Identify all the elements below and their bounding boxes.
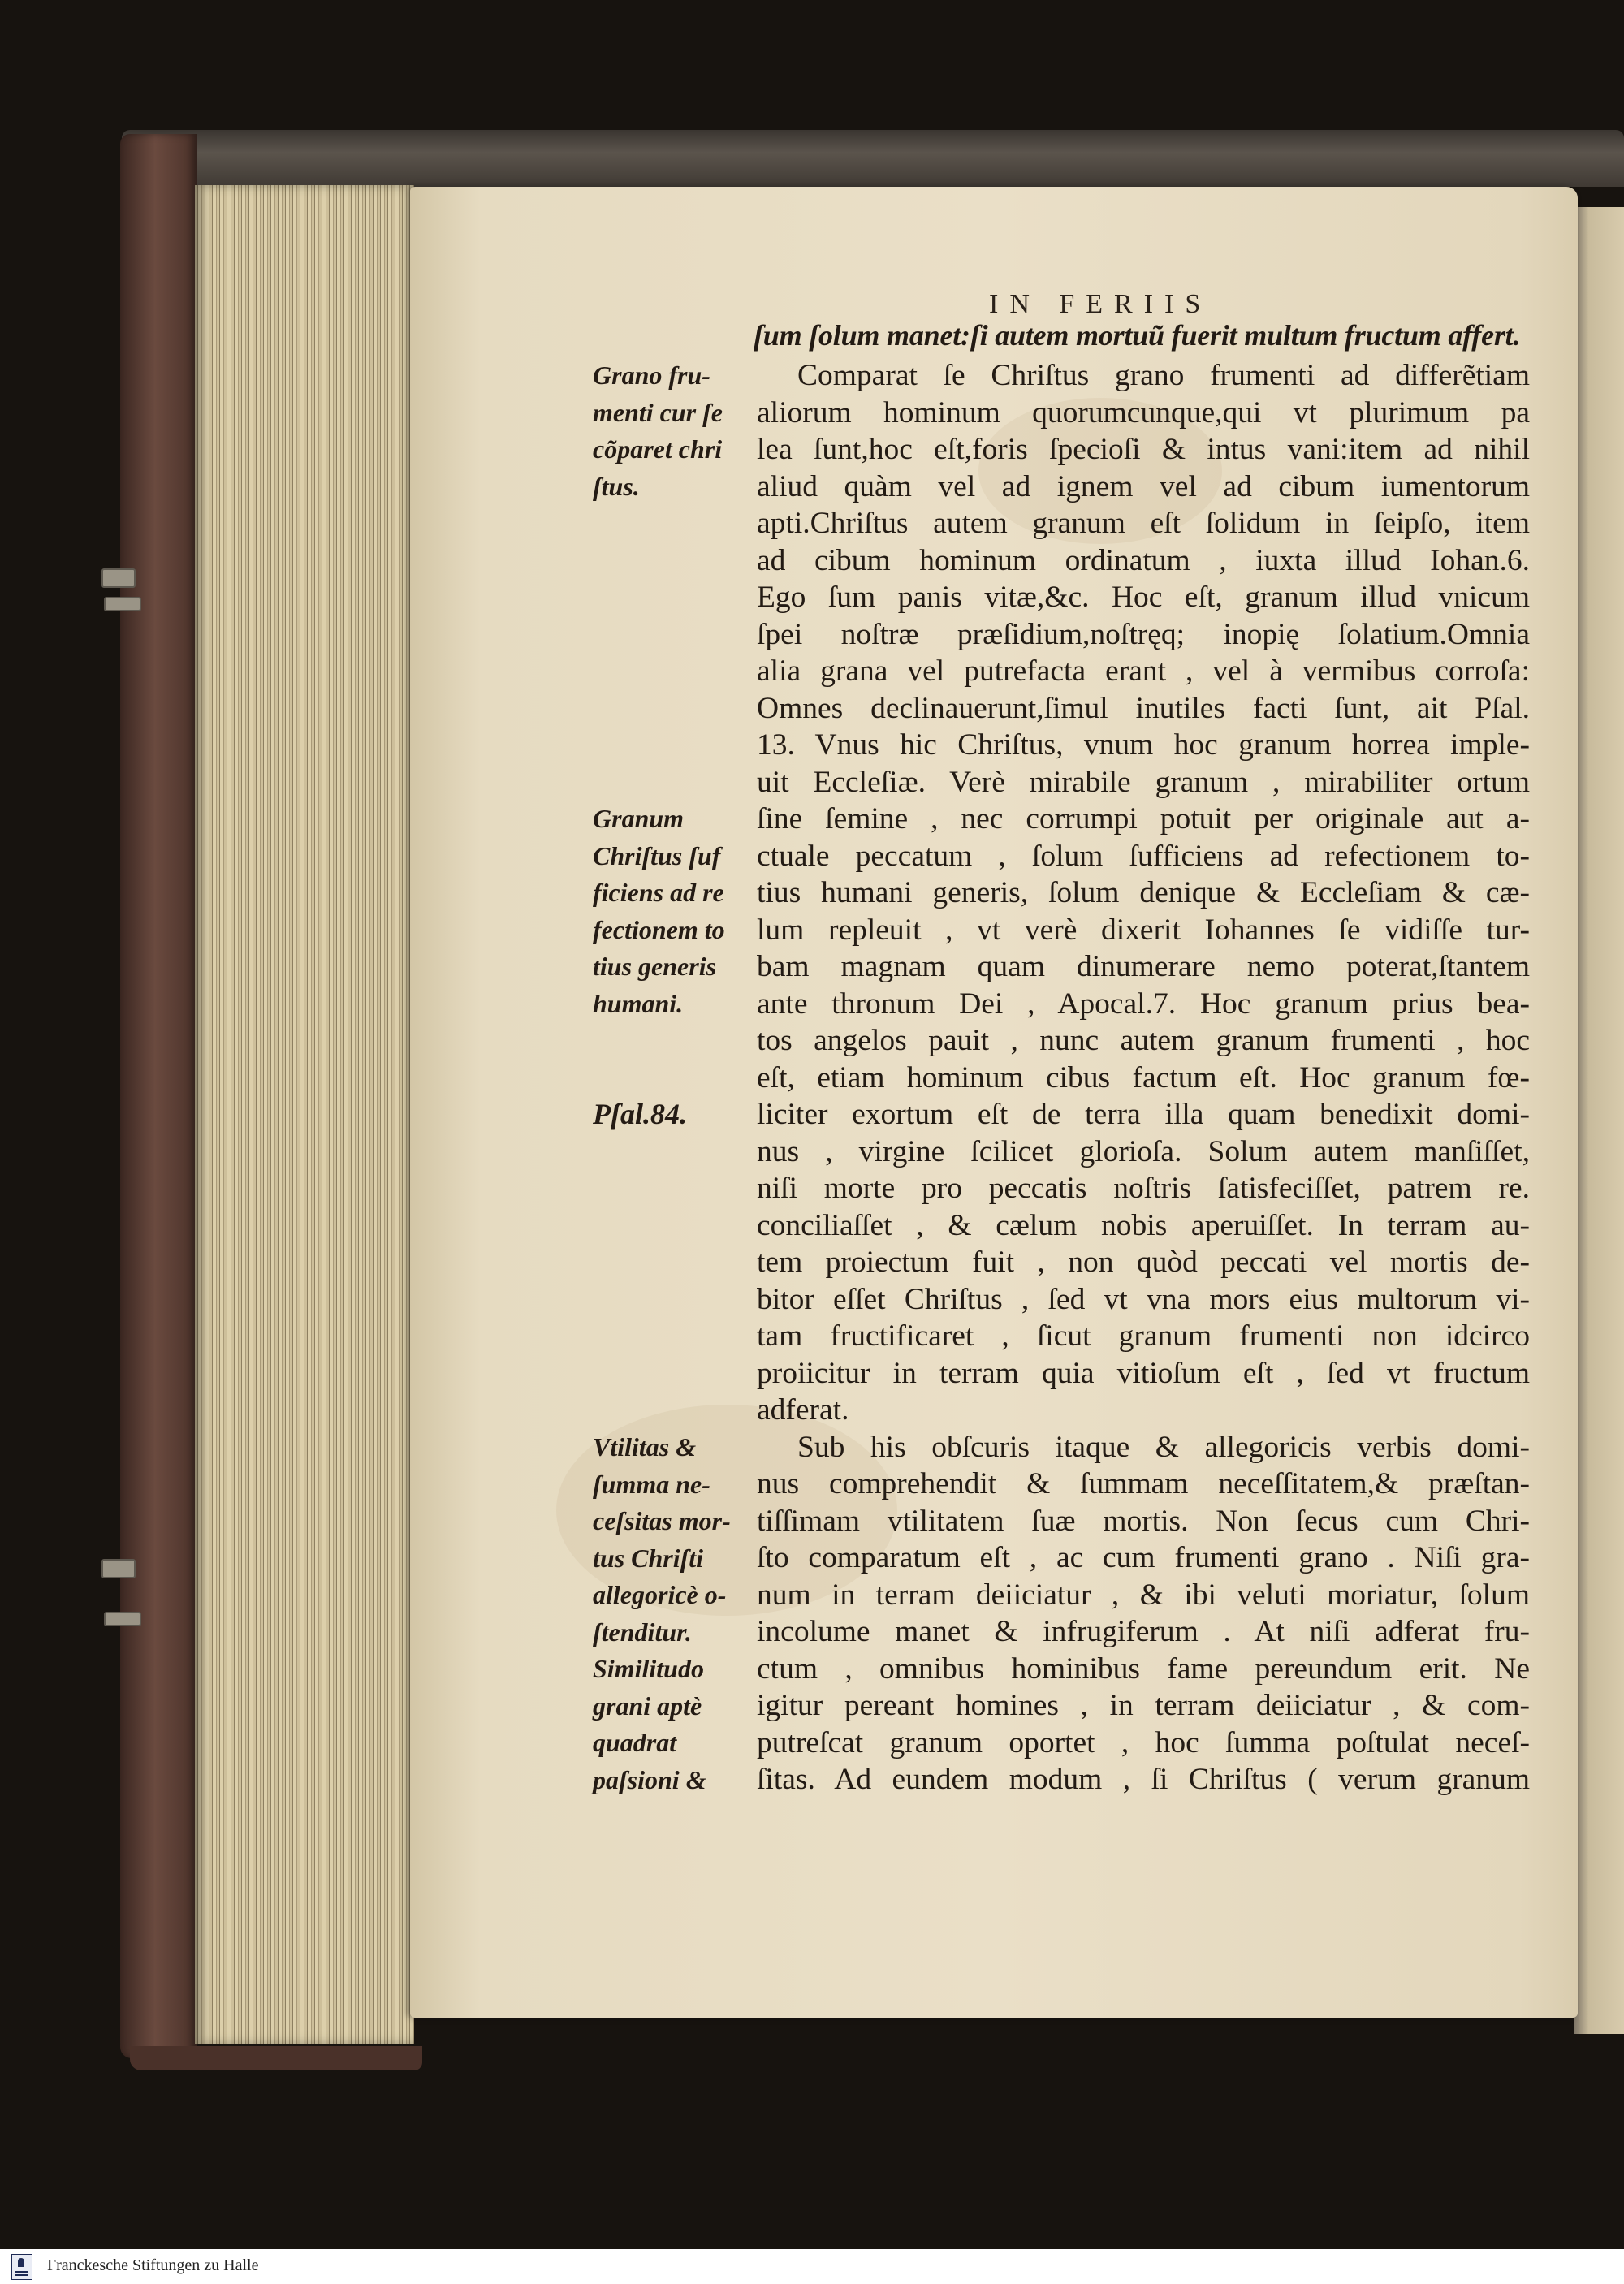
clasp-icon bbox=[104, 1612, 141, 1626]
text-line: lum repleuit , vt verè dixerit Iohannes ſe vidiſſe tur- bbox=[757, 913, 1530, 947]
footer-bar bbox=[0, 2249, 1624, 2284]
text-line: alia grana vel putrefacta erant , vel à vermibus corroſa: bbox=[757, 654, 1530, 688]
institution-logo-icon bbox=[11, 2254, 32, 2280]
running-head: IN FERIIS bbox=[989, 289, 1212, 319]
margin-note-line: Granum bbox=[593, 804, 685, 833]
text-line: niſi morte pro peccatis noſtris ſatisfeciſſet, patrem re. bbox=[757, 1172, 1530, 1205]
text-line: Ego ſum panis vitæ,&c. Hoc eſt, granum illud vnicum bbox=[757, 581, 1530, 614]
text-line: ſpei noſtræ præſidium,noſtręq; inopię ſolatium.Omnia bbox=[757, 617, 1530, 651]
margin-note bbox=[593, 1651, 755, 1798]
text-line: ſine ſemine , nec corrumpi potuit per originale aut a- bbox=[757, 802, 1530, 835]
text-line: Comparat ſe Chriſtus grano frumenti ad differẽtiam bbox=[797, 359, 1530, 392]
facing-page-edge bbox=[1574, 207, 1624, 2034]
text-line: ctum , omnibus hominibus fame pereundum erit. Ne bbox=[757, 1651, 1530, 1686]
margin-note-line: ſtenditur. bbox=[593, 1617, 692, 1647]
continuation-line: ſum ſolum manet:ſi autem mortuũ fuerit multum fructum affert. bbox=[754, 319, 1521, 352]
institution-name: Franckesche Stiftungen zu Halle bbox=[47, 2256, 259, 2274]
margin-note-line: ſumma ne- bbox=[593, 1469, 710, 1499]
text-line: liciter exortum eſt de terra illa quam benedixit domi- bbox=[757, 1098, 1530, 1131]
book-cover-spine bbox=[120, 134, 197, 2058]
text-line: aliud quàm vel ad ignem vel ad cibum iumentorum bbox=[757, 469, 1530, 503]
book-cover-bottom-edge bbox=[130, 2046, 422, 2070]
margin-note-line: Vtilitas & bbox=[593, 1432, 697, 1462]
text-line: igitur pereant homines , in terram deiiciatur , & com- bbox=[757, 1689, 1530, 1722]
text-line: nus comprehendit & ſummam neceſſitatem,& præſtan- bbox=[757, 1467, 1530, 1500]
margin-note-line: tus Chriſti bbox=[593, 1543, 704, 1573]
text-line: tem proiectum fuit , non quòd peccati vel mortis de- bbox=[757, 1246, 1530, 1279]
text-line: tam fructificaret , ſicut granum frumenti non idcirco bbox=[757, 1319, 1530, 1353]
text-line: Sub his obſcuris itaque & allegoricis verbis domi- bbox=[797, 1430, 1530, 1464]
margin-note-line: cõparet chri bbox=[593, 434, 723, 464]
text-line: bam magnam quam dinumerare nemo poterat,ſtantem bbox=[757, 950, 1530, 983]
margin-note-line: Similitudo bbox=[593, 1654, 704, 1683]
text-line: 13. Vnus hic Chriſtus, vnum hoc granum horrea imple- bbox=[757, 728, 1530, 762]
margin-note bbox=[593, 357, 755, 505]
margin-note-line: grani aptè bbox=[593, 1690, 702, 1721]
margin-note-line: ceſsitas mor- bbox=[593, 1506, 731, 1535]
text-line: proiicitur in terram quia vitioſum eſt , ſed vt fructum bbox=[757, 1356, 1530, 1390]
text-line: putreſcat granum oportet , hoc ſumma poſtulat neceſ- bbox=[757, 1725, 1530, 1759]
margin-note-line: quadrat bbox=[593, 1728, 677, 1757]
margin-note-line: paſsioni & bbox=[593, 1764, 706, 1794]
text-line: aliorum hominum quorumcunque,qui vt plurimum pa bbox=[757, 395, 1530, 430]
margin-note-line: Pſal.84. bbox=[593, 1098, 687, 1130]
margin-note-line: humani. bbox=[593, 988, 684, 1018]
text-line: tius humani generis, ſolum denique & Eccleſiam & cæ- bbox=[757, 876, 1530, 909]
margin-note bbox=[593, 801, 755, 1022]
text-line: Omnes declinauerunt,ſimul inutiles facti ſunt, ait Pſal. bbox=[757, 691, 1530, 725]
text-line: uit Eccleſiæ. Verè mirabile granum , mirabiliter ortum bbox=[757, 765, 1530, 799]
clasp-icon bbox=[102, 1559, 136, 1578]
margin-note-line: Grano fru- bbox=[593, 361, 710, 390]
text-line: num in terram deiiciatur , & ibi veluti moriatur, ſolum bbox=[757, 1578, 1530, 1612]
main-text-block bbox=[757, 357, 1530, 1798]
margin-note bbox=[593, 1429, 755, 1651]
margin-note bbox=[593, 1096, 755, 1133]
text-line: ctuale peccatum , ſolum ſufficiens ad refectionem to- bbox=[757, 839, 1530, 873]
text-line: tos angelos pauit , nunc autem granum frumenti , hoc bbox=[757, 1024, 1530, 1057]
text-line: ſto comparatum eſt , ac cum frumenti grano . Niſi gra- bbox=[757, 1541, 1530, 1574]
text-line: conciliaſſet , & cælum nobis aperuiſſet. In terram au- bbox=[757, 1208, 1530, 1242]
clasp-icon bbox=[104, 597, 141, 611]
clasp-icon bbox=[102, 568, 136, 588]
margin-note-line: Chriſtus ſuf bbox=[593, 840, 721, 870]
text-line: eſt, etiam hominum cibus factum eſt. Hoc granum fœ- bbox=[757, 1060, 1530, 1095]
margin-note-line: menti cur ſe bbox=[593, 397, 723, 427]
text-line: lea ſunt,hoc eſt,foris ſpecioſi & intus vani:item ad nihil bbox=[757, 433, 1530, 466]
text-line: ad cibum hominum ordinatum , iuxta illud Iohan.6. bbox=[757, 543, 1530, 577]
text-line: tiſſimam vtilitatem ſuæ mortis. Non ſecus cum Chri- bbox=[757, 1504, 1530, 1538]
text-line: incolume manet & infrugiferum . At niſi adferat fru- bbox=[757, 1615, 1530, 1648]
text-line: apti.Chriſtus autem granum eſt ſolidum in ſeipſo, item bbox=[757, 507, 1530, 540]
text-line: adferat. bbox=[757, 1393, 849, 1427]
text-line: nus , virgine ſcilicet glorioſa. Solum autem manſiſſet, bbox=[757, 1134, 1530, 1168]
text-line: ante thronum Dei , Apocal.7. Hoc granum prius bea- bbox=[757, 987, 1530, 1021]
margin-note-line: tius generis bbox=[593, 952, 717, 981]
margin-note-line: ficiens ad re bbox=[593, 878, 724, 907]
book-cover-top-edge bbox=[122, 130, 1624, 187]
margin-note-line: allegoricè o- bbox=[593, 1580, 727, 1609]
text-line: ſitas. Ad eundem modum , ſi Chriſtus ( verum granum bbox=[757, 1763, 1530, 1796]
margin-note-line: fectionem to bbox=[593, 914, 725, 944]
margin-note-line: ſtus. bbox=[593, 471, 640, 501]
text-line: bitor eſſet Chriſtus , ſed vt vna mors eius multorum vi- bbox=[757, 1282, 1530, 1316]
page-block-edges bbox=[195, 185, 414, 2044]
